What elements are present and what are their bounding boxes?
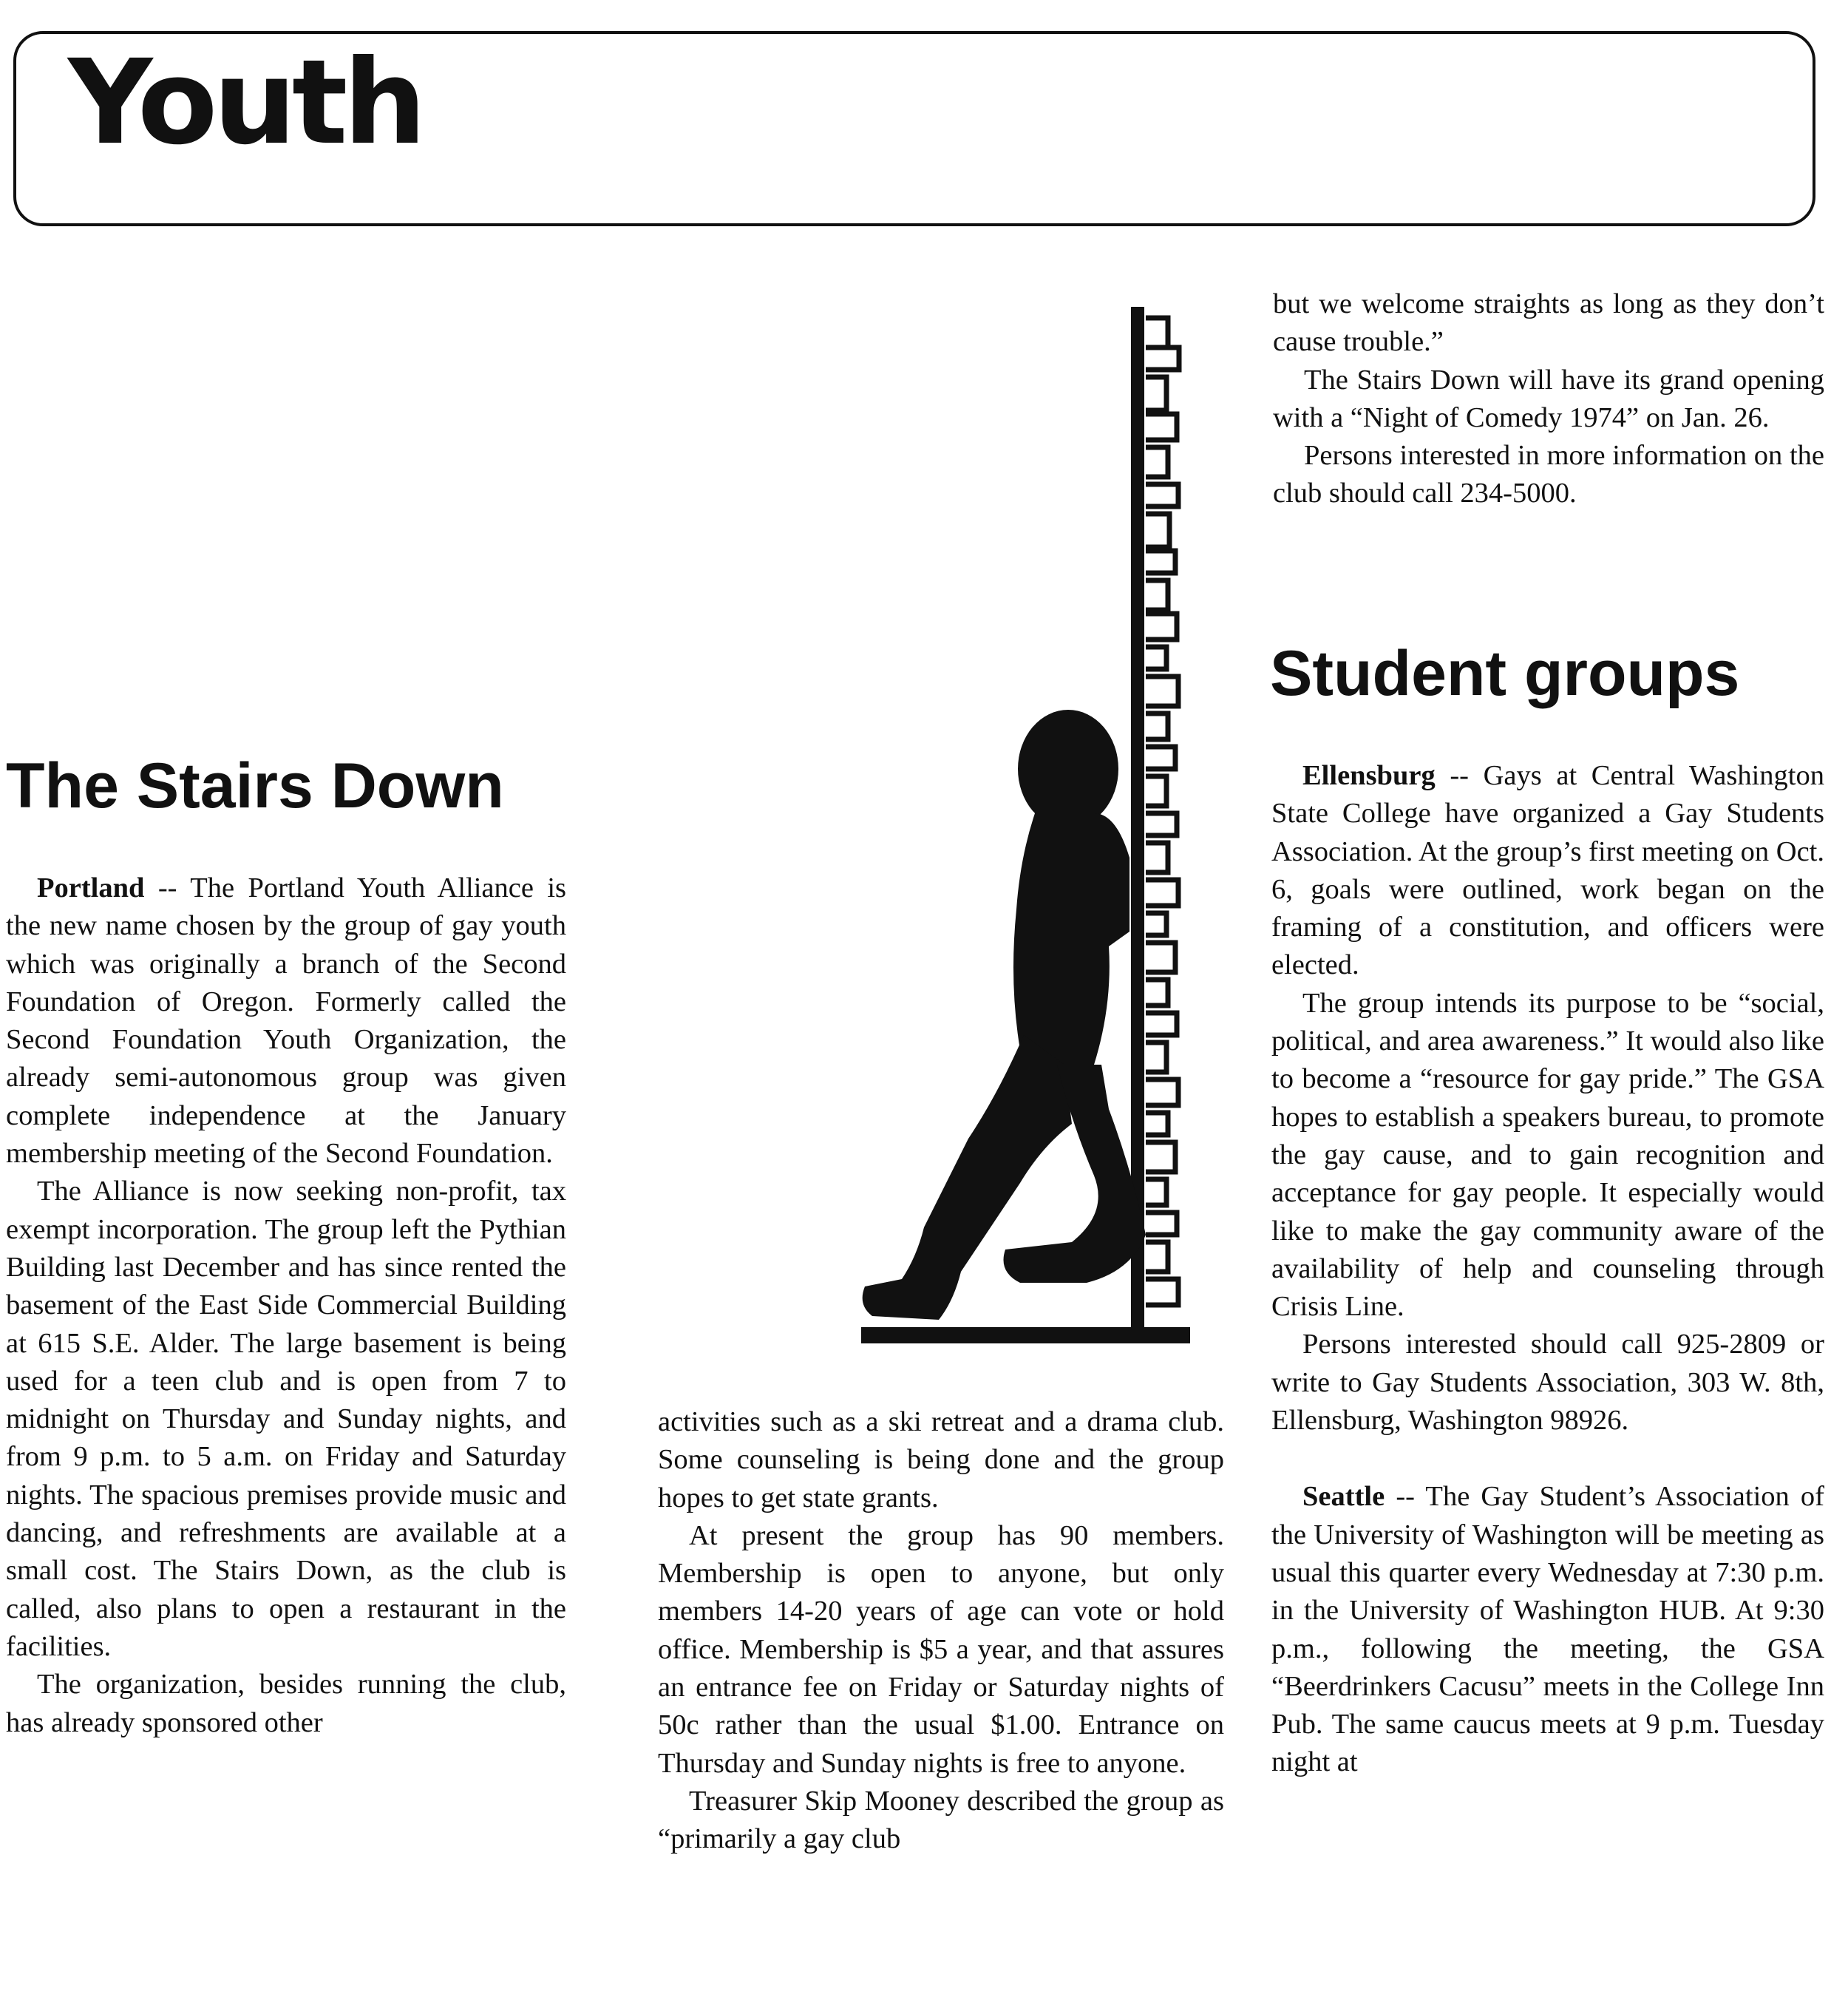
portland-lead-paragraph <box>6 869 566 1173</box>
stairs-down-headline: The Stairs Down <box>6 750 504 821</box>
section-title: Youth <box>68 35 422 171</box>
grand-opening-paragraph: The Stairs Down will have its grand opening with a “Night of Comedy 1974” on Jan. 26. <box>1273 364 1824 433</box>
dateline-dash: -- <box>1450 760 1469 791</box>
dateline-seattle: Seattle <box>1302 1481 1385 1513</box>
portland-lead-text: The Portland Youth Alliance is the new name chosen by the group of gay youth which was originally a branch of the Second Foundation of Oregon. Formerly called the Second Foundation Youth Organization, the already semi-autonomous group was given complete independence at the January membership meeting of the Second Foundation. <box>6 872 567 1170</box>
club-contact-paragraph: Persons interested in more information on the club should call 234-5000. <box>1273 440 1824 509</box>
seattle-lead-text: The Gay Student’s Association of the University of Washington will be meeting as usual this quarter every Wednesday at 7:30 p.m. in the University of Washington HUB. At 9:30 p.m., following the meeting, the GSA “Beerdrinkers Cacusu” meets in the College Inn Pub. The same caucus meets at 9 p.m. Tuesday night at <box>1271 1481 1824 1778</box>
organization-paragraph-continued: activities such as a ski retreat and a drama club. Some counseling is being done and the group hopes to get state grants. <box>658 1406 1224 1513</box>
seattle-lead-paragraph <box>1271 1478 1824 1781</box>
ground-line <box>861 1327 1190 1343</box>
gsa-purpose-paragraph: The group intends its purpose to be “social, political, and area awareness.” It would also like to become a “resource for gay pride.” The GSA hopes to establish a speakers bureau, to promote the gay cause, and to gain recognition and acceptance for gay people. It especially would like to make the gay community aware of the availability of help and counseling through Crisis Line. <box>1271 987 1824 1323</box>
membership-paragraph: At present the group has 90 members. Membership is open to anyone, but only members 14-20 years of age can vote or hold office. Membership is $5 a year, and that assures an entrance fee on Friday or Saturday nights of 50c rather than the usual $1.00. Entrance on Thursday and Sunday nights is free to anyone. <box>658 1519 1224 1779</box>
treasurer-quote-continued: but we welcome straights as long as they don’t cause trouble.” <box>1273 288 1824 358</box>
ellensburg-lead-text: Gays at Central Washington State College have organized a Gay Students Association. At the group’s first meeting on Oct. 6, goals were outlined, work began on the framing of a constitution, and officers were elected. <box>1271 760 1824 981</box>
dateline-dash: -- <box>157 872 177 903</box>
boy-leaning-on-wall-illustration <box>850 296 1220 1360</box>
alliance-paragraph: The Alliance is now seeking non-profit, tax exempt incorporation. The group left the Pythian Building last December and has since rented the basement of the East Side Commercial Building at 615 S.E. Alder. The large basement is being used for a teen club and is open from 7 to midnight on Thursday and Sunday nights, and from 9 p.m. to 5 a.m. on Friday and Saturday nights. The spacious premises provide music and dancing, and refreshments are available at a small cost. The Stairs Down, as the club is called, also plans to open a restaurant in the facilities. <box>6 1176 566 1662</box>
treasurer-paragraph: Treasurer Skip Mooney described the group as “primarily a gay club <box>658 1785 1224 1855</box>
brick-wall <box>1131 307 1179 1338</box>
dateline-portland: Portland <box>37 872 145 903</box>
boy-silhouette <box>863 710 1146 1320</box>
dateline-dash: -- <box>1396 1481 1415 1513</box>
gsa-contact-paragraph: Persons interested should call 925-2809 or write to Gay Students Association, 303 W. 8th, Ellensburg, Washington 98926. <box>1271 1329 1824 1437</box>
ellensburg-lead-paragraph <box>1271 757 1824 985</box>
article-column-2 <box>658 1403 1224 1859</box>
student-groups-column <box>1271 757 1824 1782</box>
article-column-3 <box>1273 285 1824 513</box>
dateline-ellensburg: Ellensburg <box>1302 760 1436 791</box>
organization-paragraph: The organization, besides running the club, has already sponsored other <box>6 1669 566 1738</box>
article-column-1 <box>6 869 566 1742</box>
student-groups-headline: Student groups <box>1270 638 1740 709</box>
